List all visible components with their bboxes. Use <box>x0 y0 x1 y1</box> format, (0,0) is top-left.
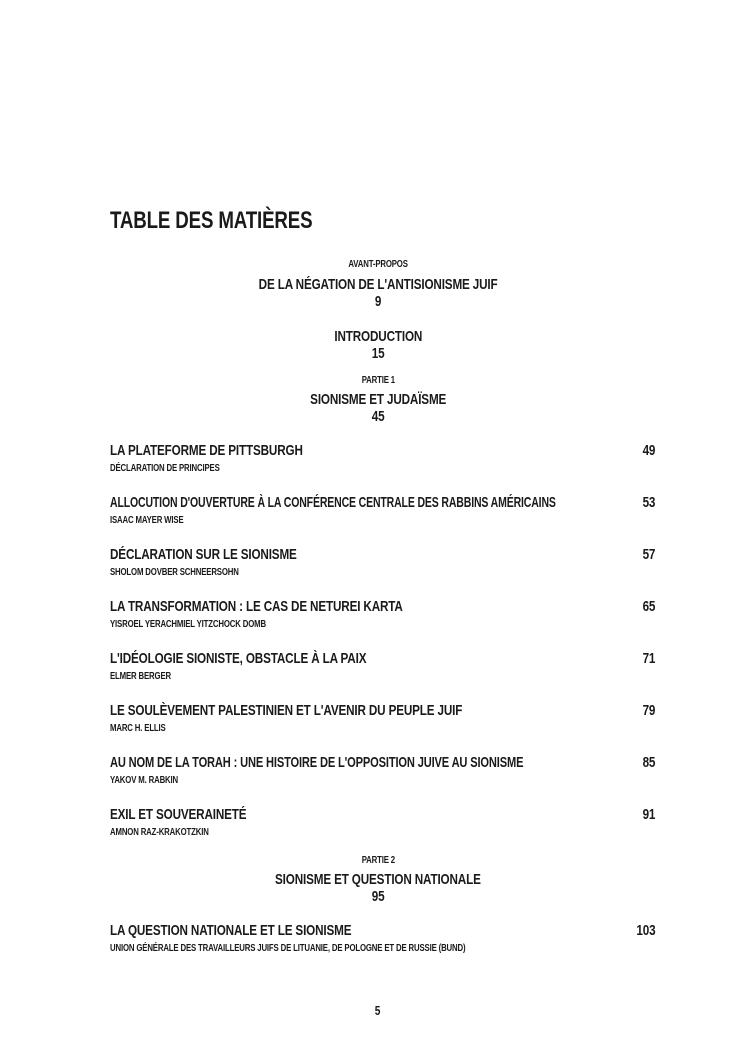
entry-title: LA QUESTION NATIONALE ET LE SIONISME <box>110 922 352 939</box>
page-number <box>0 1003 756 1018</box>
entry-title: AU NOM DE LA TORAH : UNE HISTOIRE DE L'OPPOSITION JUIVE AU SIONISME <box>110 754 524 771</box>
entry-title: L'IDÉOLOGIE SIONISTE, OBSTACLE À LA PAIX <box>110 650 367 667</box>
foreword-block <box>0 259 756 310</box>
toc-entry <box>110 650 655 690</box>
toc-title-text: TABLE DES MATIÈRES <box>110 207 313 234</box>
toc-entry <box>110 598 655 638</box>
entry-title: LE SOULÈVEMENT PALESTINIEN ET L'AVENIR DU PEUPLE JUIF <box>110 702 463 719</box>
entry-title: LA TRANSFORMATION : LE CAS DE NETUREI KARTA <box>110 598 403 615</box>
part2-label: PARTIE 2 <box>361 855 395 866</box>
introduction-page: 15 <box>371 345 385 362</box>
entry-page: 103 <box>635 922 655 939</box>
entry-author: ELMER BERGER <box>110 671 171 682</box>
part1-page: 45 <box>371 408 385 425</box>
introduction-block <box>0 328 756 362</box>
toc-entry <box>110 806 655 846</box>
foreword-label: AVANT-PROPOS <box>348 259 408 270</box>
entry-author: YISROEL YERACHMIEL YITZCHOCK DOMB <box>110 619 266 630</box>
entry-page: 79 <box>642 702 655 719</box>
toc-entry <box>110 442 655 482</box>
entry-page: 49 <box>642 442 655 459</box>
entry-page: 71 <box>642 650 655 667</box>
part1-header <box>0 375 756 425</box>
entry-author: YAKOV M. RABKIN <box>110 775 179 786</box>
entry-author: ISAAC MAYER WISE <box>110 515 184 526</box>
entry-page: 57 <box>642 546 655 563</box>
toc-entry <box>110 494 655 534</box>
entry-page: 53 <box>642 494 655 511</box>
toc-title <box>110 207 370 235</box>
entry-author: DÉCLARATION DE PRINCIPES <box>110 463 220 474</box>
introduction-title: INTRODUCTION <box>334 328 422 345</box>
entry-title: ALLOCUTION D'OUVERTURE À LA CONFÉRENCE CENTRALE DES RABBINS AMÉRICAINS <box>110 494 556 511</box>
toc-entry <box>110 702 655 742</box>
toc-entry <box>110 922 655 962</box>
entry-author: MARC H. ELLIS <box>110 723 166 734</box>
part2-header <box>0 855 756 905</box>
foreword-title: DE LA NÉGATION DE L'ANTISIONISME JUIF <box>258 276 498 293</box>
part2-title: SIONISME ET QUESTION NATIONALE <box>275 871 481 888</box>
part1-title: SIONISME ET JUDAÏSME <box>309 391 447 408</box>
page-number-text: 5 <box>375 1003 381 1018</box>
entry-author: AMNON RAZ-KRAKOTZKIN <box>110 827 209 838</box>
entry-author: UNION GÉNÉRALE DES TRAVAILLEURS JUIFS DE LITUANIE, DE POLOGNE ET DE RUSSIE (BUND) <box>110 943 466 954</box>
toc-entry <box>110 546 655 586</box>
entry-page: 65 <box>642 598 655 615</box>
toc-entry <box>110 754 655 794</box>
foreword-page: 9 <box>374 293 382 310</box>
entry-author: SHOLOM DOVBER SCHNEERSOHN <box>110 567 239 578</box>
entry-page: 91 <box>642 806 655 823</box>
entry-title: EXIL ET SOUVERAINETÉ <box>110 806 247 823</box>
entry-page: 85 <box>642 754 655 771</box>
entry-title: DÉCLARATION SUR LE SIONISME <box>110 546 297 563</box>
part2-page: 95 <box>371 888 385 905</box>
entry-title: LA PLATEFORME DE PITTSBURGH <box>110 442 303 459</box>
part1-label: PARTIE 1 <box>361 375 395 386</box>
